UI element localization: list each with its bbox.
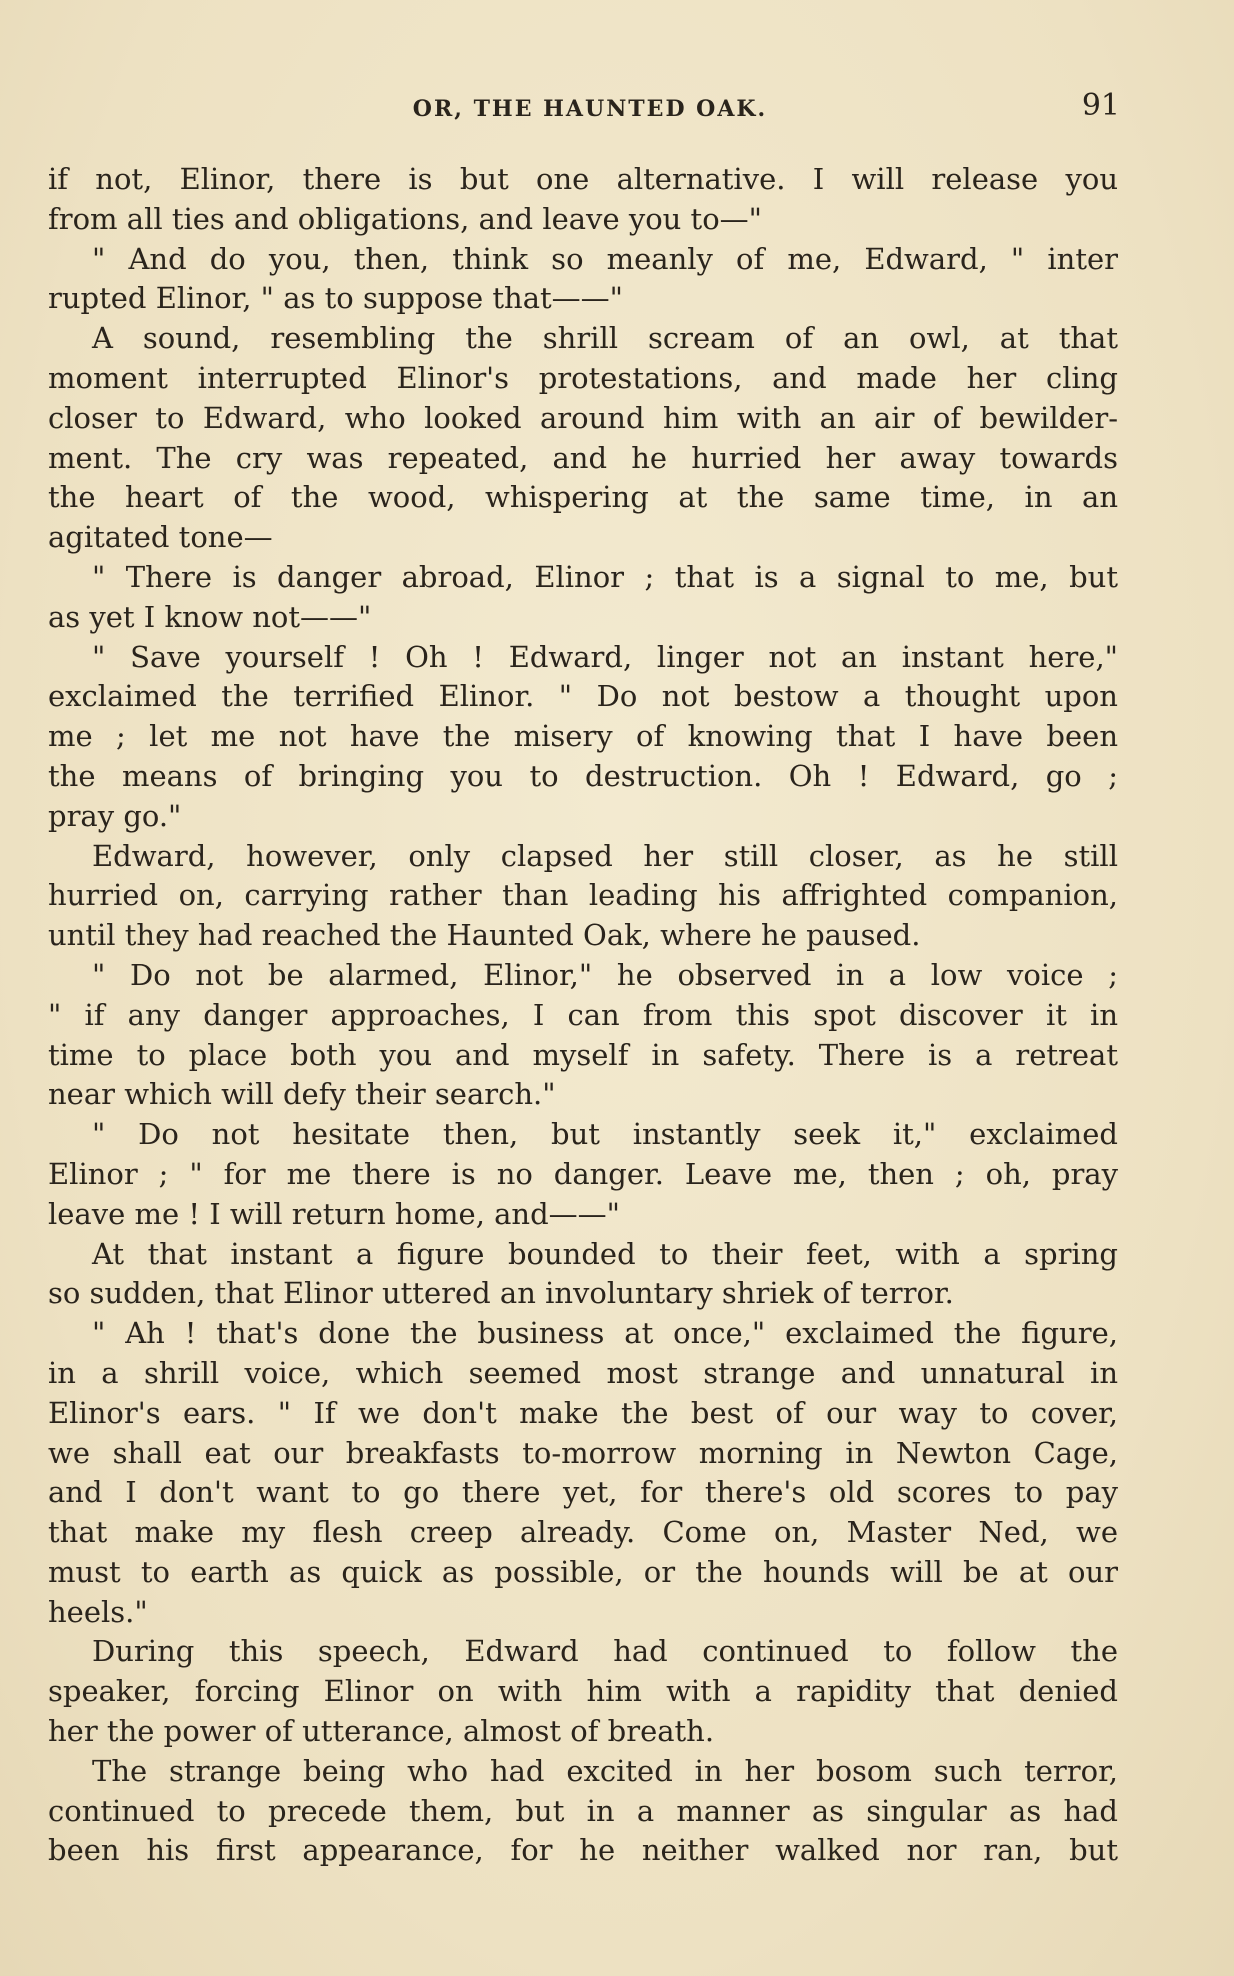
text-line: her the power of utterance, almost of breath.	[48, 1714, 715, 1749]
text-line: agitated tone—	[48, 520, 273, 555]
text-line: The strange being who had excited in her bosom such terror,	[92, 1753, 1118, 1788]
text-line: Edward, however, only clapsed her still closer, as he still	[92, 838, 1118, 873]
text-line: heels."	[48, 1594, 148, 1629]
text-line: if not, Elinor, there is but one alternative. I will release you	[48, 162, 1118, 196]
text-line: the heart of the wood, whispering at the same time, in an	[48, 480, 1118, 515]
text-line: pray go."	[48, 798, 182, 833]
text-line: " if any danger approaches, I can from this spot discover it in	[48, 997, 1118, 1032]
text-line: that make my flesh creep already. Come on, Master Ned, we	[48, 1515, 1118, 1550]
text-line: so sudden, that Elinor uttered an involuntary shriek of terror.	[48, 1276, 954, 1311]
text-line: until they had reached the Haunted Oak, where he paused.	[48, 918, 921, 953]
text-line: exclaimed the terrified Elinor. " Do not bestow a thought upon	[48, 679, 1118, 714]
text-line: During this speech, Edward had continued to follow the	[92, 1634, 1118, 1669]
text-line: in a shrill voice, which seemed most strange and unnatural in	[48, 1355, 1118, 1390]
text-line: continued to precede them, but in a manner as singular as had	[48, 1793, 1118, 1828]
text-line: moment interrupted Elinor's protestations, and made her cling	[48, 360, 1118, 395]
running-title: OR, THE HAUNTED OAK.	[412, 96, 768, 122]
page-number: 91	[1081, 88, 1120, 123]
page-header	[60, 88, 1120, 128]
text-line: we shall eat our breakfasts to-morrow morning in Newton Cage,	[48, 1435, 1118, 1470]
text-line: must to earth as quick as possible, or the hounds will be at our	[48, 1554, 1118, 1589]
text-line: rupted Elinor, " as to suppose that——"	[48, 281, 623, 316]
text-line: closer to Edward, who looked around him with an air of bewilder-	[48, 400, 1118, 435]
text-line: near which will defy their search."	[48, 1077, 556, 1112]
text-line: " And do you, then, think so meanly of me, Edward, " inter	[92, 241, 1118, 276]
body-text	[48, 160, 1118, 1871]
text-line: from all ties and obligations, and leave you to—"	[48, 201, 763, 236]
text-line: leave me ! I will return home, and——"	[48, 1196, 620, 1231]
text-line: as yet I know not——"	[48, 599, 372, 634]
text-line: the means of bringing you to destruction. Oh ! Edward, go ;	[48, 758, 1118, 793]
text-line: ment. The cry was repeated, and he hurried her away towards	[48, 440, 1118, 475]
text-line: " Do not be alarmed, Elinor," he observed in a low voice ;	[92, 957, 1118, 992]
text-line: speaker, forcing Elinor on with him with a rapidity that denied	[48, 1674, 1118, 1709]
text-line: " Save yourself ! Oh ! Edward, linger not an instant here,"	[92, 639, 1118, 674]
text-line: me ; let me not have the misery of knowing that I have been	[48, 719, 1118, 754]
text-line: time to place both you and myself in safety. There is a retreat	[48, 1037, 1118, 1072]
text-line: A sound, resembling the shrill scream of an owl, at that	[92, 321, 1118, 356]
text-line: hurried on, carrying rather than leading his affrighted companion,	[48, 878, 1118, 913]
text-line: Elinor ; " for me there is no danger. Leave me, then ; oh, pray	[48, 1156, 1118, 1191]
text-line: Elinor's ears. " If we don't make the best of our way to cover,	[48, 1395, 1118, 1430]
text-line: " Ah ! that's done the business at once," exclaimed the figure,	[92, 1316, 1118, 1351]
text-line: At that instant a figure bounded to their feet, with a spring	[92, 1236, 1118, 1271]
text-line: and I don't want to go there yet, for there's old scores to pay	[48, 1475, 1118, 1510]
text-line: been his first appearance, for he neither walked nor ran, but	[48, 1833, 1118, 1868]
text-line: " There is danger abroad, Elinor ; that is a signal to me, but	[92, 559, 1118, 594]
text-line: " Do not hesitate then, but instantly seek it," exclaimed	[92, 1117, 1118, 1152]
